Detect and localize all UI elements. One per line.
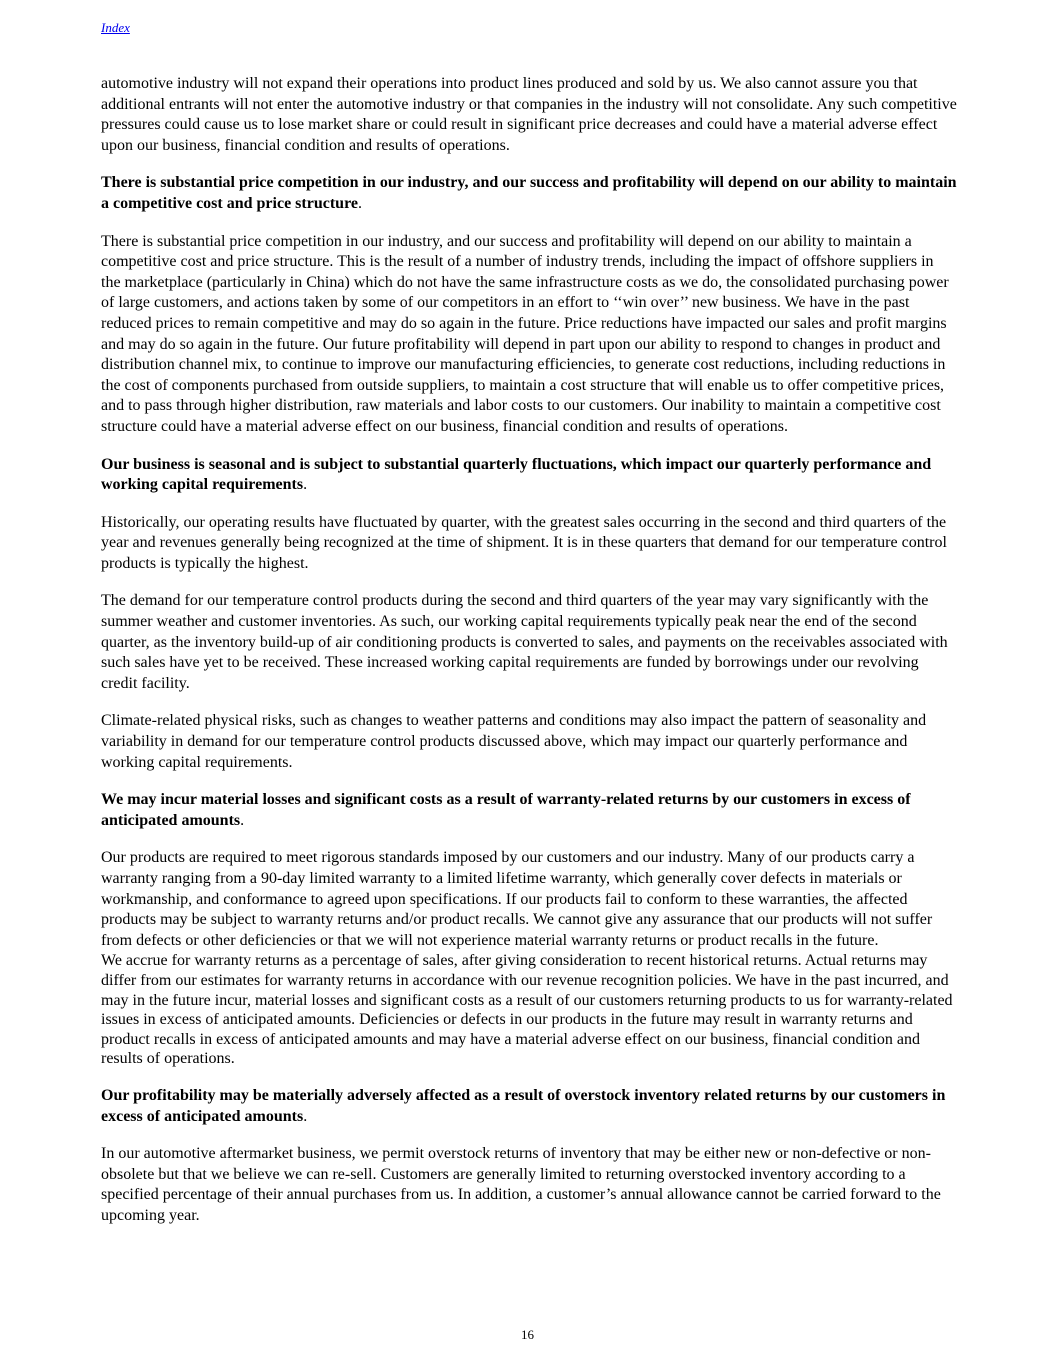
paragraph-warranty-accrual: We accrue for warranty returns as a percentage of sales, after giving consideration to recent historical returns. Actual returns may differ from our estimates for warranty returns in accordance with our revenue recognition policies. We have in the past incurred, and may in the future incur, material losses and significant costs as a result of our customers returning products to us for warranty-related issues in excess of anticipated amounts. Deficiencies or defects in our products in the future may result in warranty returns and product recalls in excess of anticipated amounts and may have a material adverse effect on our business, financial condition and results of operations.	[101, 952, 953, 1068]
paragraph-overstock-returns: In our automotive aftermarket business, we permit overstock returns of inventory that may be either new or non-defective or non-obsolete but that we believe we can re-sell. Customers are generally limited to returning overstocked inventory according to a specified percentage of their annual purchases from us. In addition, a customer’s annual allowance cannot be carried forward to the upcoming year.	[101, 1145, 941, 1224]
page-number: 16	[521, 1327, 534, 1342]
paragraph-warranty-standards: Our products are required to meet rigorous standards imposed by our customers and our industry. Many of our products carry a warranty ranging from a 90-day limited warranty to a limited lifetime warranty, which generally cover defects in materials or workmanship, and conformance to agreed upon specifications. If our products fail to conform to these warranties, the affected products may be subject to warranty returns and/or product recalls. We cannot give any assurance that our products will not suffer from defects or other deficiencies or that we will not experience material warranty returns or product recalls in the future.	[101, 849, 933, 949]
document-body	[101, 74, 957, 1244]
heading-seasonal	[101, 455, 957, 496]
index-link[interactable]: Index	[101, 20, 130, 35]
heading-text: Our business is seasonal and is subject to substantial quarterly fluctuations, which impact our quarterly performance and working capital requirements	[101, 455, 932, 494]
heading-text: We may incur material losses and significant costs as a result of warranty-related returns by our customers in excess of anticipated amounts	[101, 791, 911, 829]
paragraph-price-competition: There is substantial price competition in our industry, and our success and profitability will depend on our ability to maintain a competitive cost and price structure. This is the result of a number of industry trends, including the impact of offshore suppliers in the marketplace (particularly in China) which do not have the same infrastructure costs as we do, the consolidated purchasing power of large customers, and actions taken by some of our competitors in an effort to ‘‘win over’’ new business. We have in the past reduced prices to remain competitive and may do so again in the future. Price reductions have impacted our sales and profit margins and may do so again in the future. Our future profitability will depend in part upon our ability to respond to changes in product and distribution channel mix, to continue to improve our manufacturing efficiencies, to generate cost reductions, including reductions in the cost of components purchased from outside suppliers, to maintain a cost structure that will enable us to offer competitive prices, and to pass through higher distribution, raw materials and labor costs to our customers. Our inability to maintain a competitive cost structure could have a material adverse effect on our business, financial condition and results of operations.	[101, 232, 949, 435]
paragraph-competition-continued: automotive industry will not expand their operations into product lines produced and sold by us. We also cannot assure you that additional entrants will not enter the automotive industry or that companies in the industry will not consolidate. Any such competitive pressures could cause us to lose market share or could result in significant price decreases and could have a material adverse effect upon our business, financial condition and results of operations.	[101, 75, 957, 154]
heading-period: .	[303, 1107, 308, 1125]
heading-overstock	[101, 1086, 957, 1127]
heading-text: Our profitability may be materially adversely affected as a result of overstock inventory related returns by our customers in excess of anticipated amounts	[101, 1086, 946, 1125]
heading-period: .	[357, 194, 362, 212]
heading-text: There is substantial price competition in our industry, and our success and profitability will depend on our ability to maintain a competitive cost and price structure	[101, 174, 957, 212]
heading-warranty	[101, 790, 957, 831]
heading-period: .	[240, 811, 245, 829]
paragraph-climate-risks: Climate-related physical risks, such as changes to weather patterns and conditions may also impact the pattern of seasonality and variability in demand for our temperature control products discussed above, which may impact our quarterly performance and working capital requirements.	[101, 712, 927, 771]
heading-period: .	[303, 476, 308, 494]
heading-price-competition	[101, 173, 957, 214]
paragraph-seasonal-history: Historically, our operating results have fluctuated by quarter, with the greatest sales occurring in the second and third quarters of the year and revenues generally being recognized at the time of shipment. It is in these quarters that demand for our temperature control products is typically the highest.	[101, 513, 947, 572]
paragraph-seasonal-demand: The demand for our temperature control products during the second and third quarters of the year may vary significantly with the summer weather and customer inventories. As such, our working capital requirements typically peak near the end of the second quarter, as the inventory build-up of air conditioning products is converted to sales, and payments on the receivables associated with such sales have yet to be received. These increased working capital requirements are funded by borrowings under our revolving credit facility.	[101, 592, 948, 692]
